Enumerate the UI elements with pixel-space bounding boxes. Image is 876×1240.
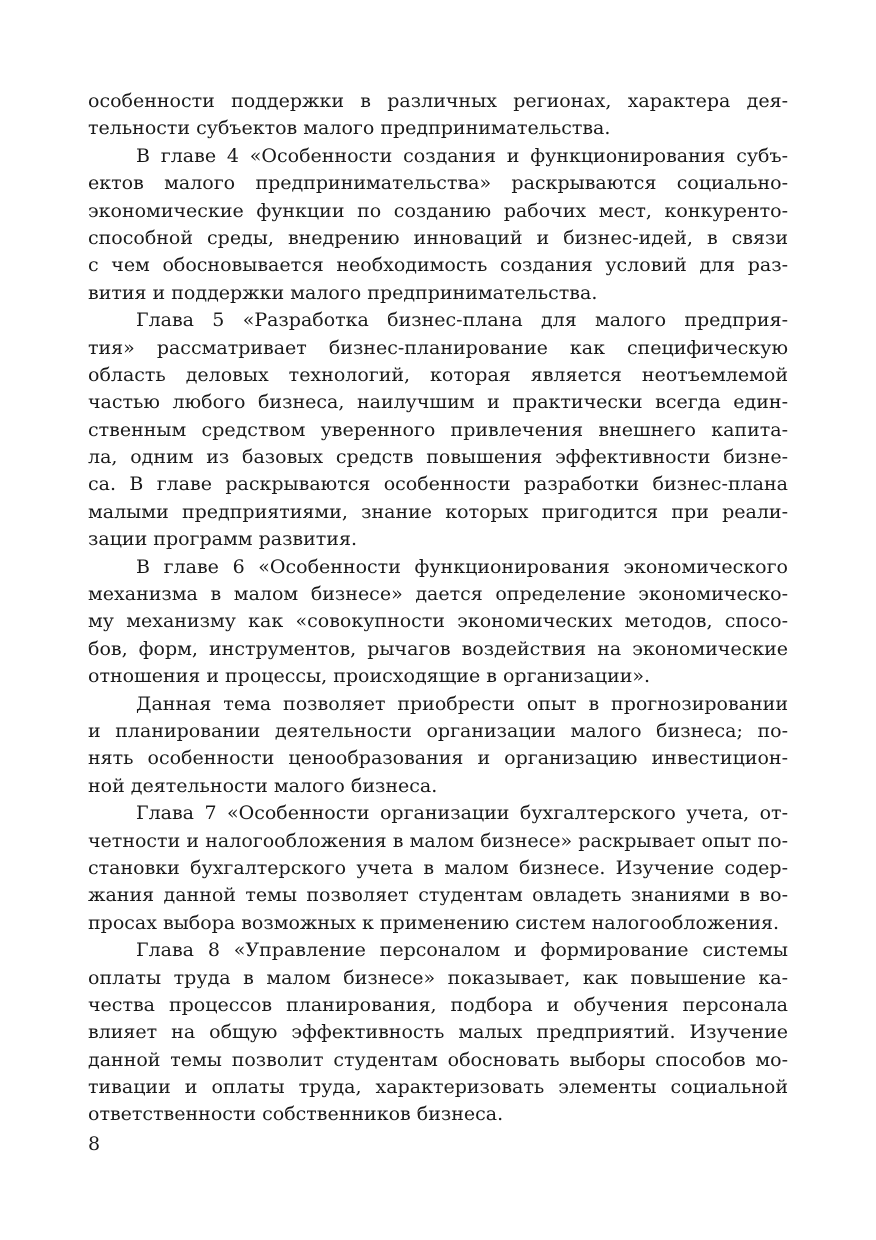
text-line: влияет на общую эффективность малых предприятий. Изучение: [88, 1021, 788, 1044]
text-line: ной деятельности малого бизнеса.: [88, 774, 438, 797]
text-line: оплаты труда в малом бизнесе» показывает, как повышение ка-: [88, 966, 788, 989]
text-line: с чем обосновывается необходимость создания условий для раз-: [88, 254, 788, 277]
text-line: вития и поддержки малого предпринимательства.: [88, 281, 598, 304]
text-line: В главе 6 «Особенности функционирования экономического: [136, 555, 788, 578]
text-line: и планировании деятельности организации малого бизнеса; по-: [88, 719, 788, 742]
text-line: Глава 8 «Управление персоналом и формирование системы: [136, 939, 788, 962]
text-line: четности и налогообложения в малом бизнесе» раскрывает опыт по-: [88, 829, 788, 852]
text-line: частью любого бизнеса, наилучшим и практически всегда един-: [88, 391, 788, 414]
text-line: жания данной темы позволяет студентам овладеть знаниями в во-: [88, 884, 788, 907]
text-line: отношения и процессы, происходящие в организации».: [88, 665, 651, 688]
paragraph: [88, 88, 788, 143]
text-line: просах выбора возможных к применению систем налогообложения.: [88, 911, 780, 934]
text-line: данной темы позволит студентам обосновать выборы способов мо-: [88, 1048, 788, 1071]
text-line: чества процессов планирования, подбора и обучения персонала: [88, 993, 788, 1016]
text-line: ственным средством уверенного привлечения внешнего капита-: [88, 418, 788, 441]
text-line: нять особенности ценообразования и организацию инвестицион-: [88, 747, 788, 770]
text-line: малыми предприятиями, знание которых пригодится при реали-: [88, 500, 788, 523]
text-line: тия» рассматривает бизнес-планирование как специфическую: [88, 336, 788, 359]
text-line: область деловых технологий, которая является неотъемлемой: [88, 363, 788, 386]
text-line: зации программ развития.: [88, 528, 357, 551]
paragraph: [88, 143, 788, 307]
text-line: механизма в малом бизнесе» дается определение экономическо-: [88, 583, 788, 606]
text-line: бов, форм, инструментов, рычагов воздействия на экономические: [88, 637, 788, 660]
paragraph: [88, 937, 788, 1129]
paragraph: [88, 691, 788, 801]
paragraph: [88, 307, 788, 554]
text-line: Глава 7 «Особенности организации бухгалтерского учета, от-: [136, 802, 788, 825]
text-line: тельности субъектов малого предпринимательства.: [88, 117, 611, 140]
text-line: ла, одним из базовых средств повышения эффективности бизне-: [88, 446, 788, 469]
text-line: ответственности собственников бизнеса.: [88, 1103, 504, 1126]
text-line: Глава 5 «Разработка бизнес-плана для малого предприя-: [136, 309, 788, 332]
text-line: ектов малого предпринимательства» раскрываются социально-: [88, 172, 788, 195]
text-line: экономические функции по созданию рабочих мест, конкуренто-: [88, 199, 788, 222]
text-line: са. В главе раскрываются особенности разработки бизнес-плана: [88, 473, 788, 496]
text-line: му механизму как «совокупности экономических методов, спосо-: [88, 610, 788, 633]
page-number: 8: [88, 1133, 101, 1155]
text-line: становки бухгалтерского учета в малом бизнесе. Изучение содер-: [88, 856, 788, 879]
body-text: [88, 88, 788, 1129]
paragraph: [88, 554, 788, 691]
text-line: В главе 4 «Особенности создания и функционирования субъ-: [136, 144, 788, 167]
paragraph: [88, 800, 788, 937]
text-line: Данная тема позволяет приобрести опыт в прогнозировании: [136, 692, 788, 715]
text-line: тивации и оплаты труда, характеризовать элементы социальной: [88, 1076, 788, 1099]
text-line: способной среды, внедрению инноваций и бизнес-идей, в связи: [88, 226, 788, 249]
text-line: особенности поддержки в различных регионах, характера дея-: [88, 90, 788, 112]
